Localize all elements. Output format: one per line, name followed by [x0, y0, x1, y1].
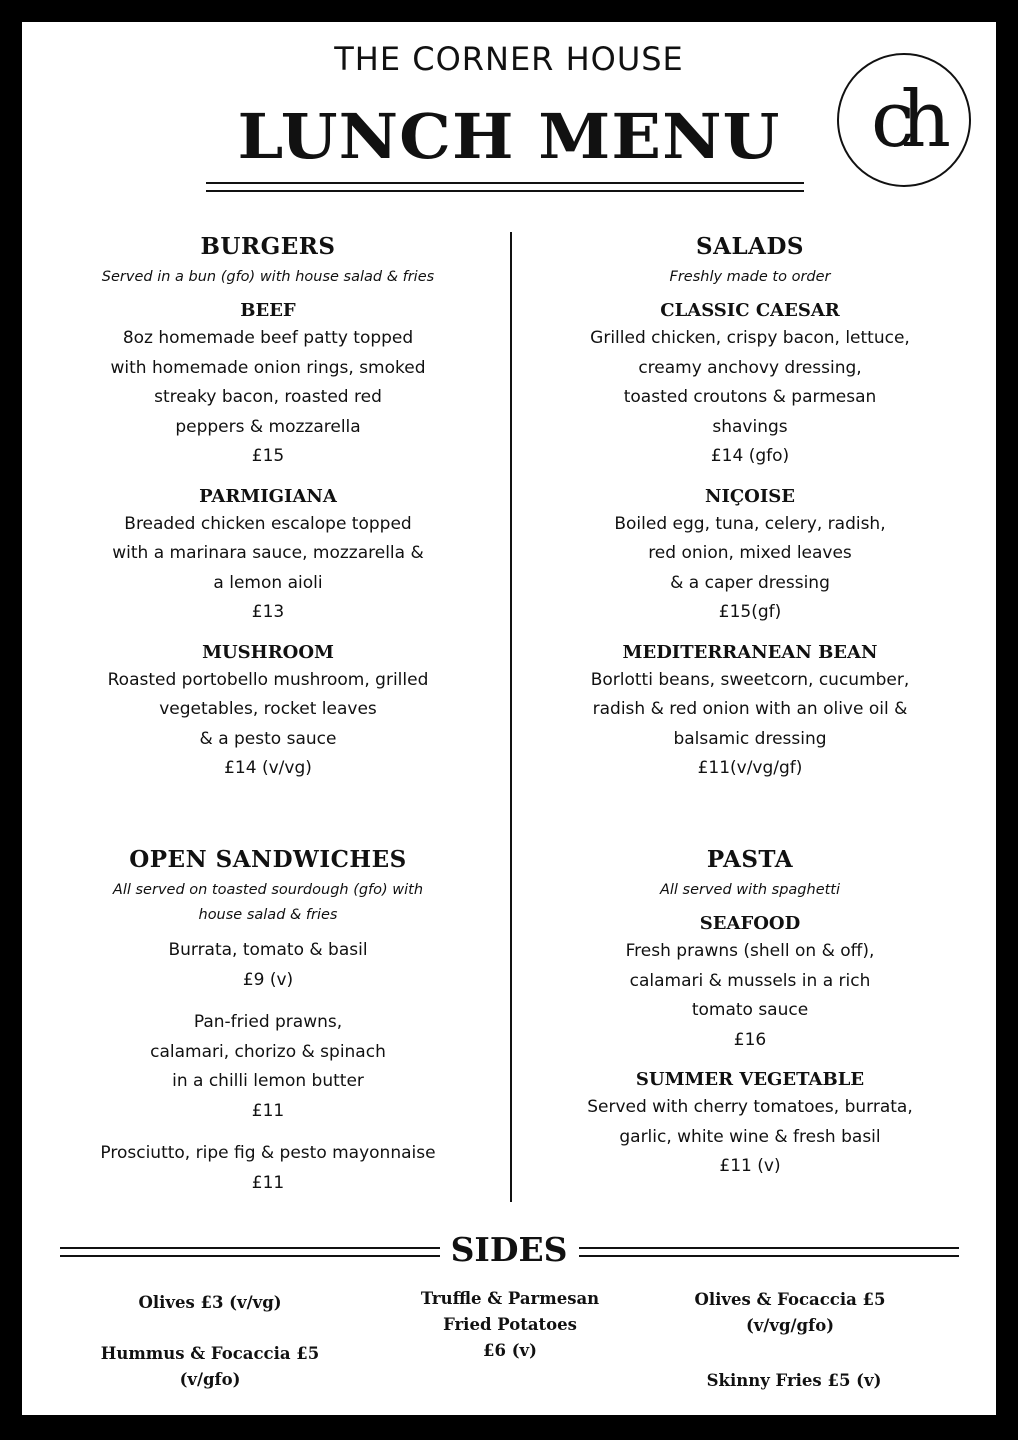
item-desc: Served with cherry tomatoes, burrata, — [587, 1097, 913, 1117]
item-desc: Grilled chicken, crispy bacon, lettuce, — [590, 328, 910, 348]
item-desc: a lemon aioli — [213, 572, 323, 593]
item-desc: radish & red onion with an olive oil & — [592, 699, 908, 719]
page-title: LUNCH MENU — [237, 100, 781, 173]
side-text: Olives & Focaccia £5 — [694, 1290, 886, 1309]
side-text: Olives £3 (v/vg) — [138, 1293, 282, 1312]
item-desc: Fresh prawns (shell on & off), — [625, 941, 875, 961]
item-desc: streaky bacon, roasted red — [154, 387, 382, 407]
item-name: PARMIGIANA — [199, 485, 337, 507]
item-desc: vegetables, rocket leaves — [159, 699, 377, 719]
section-title: PASTA — [706, 846, 794, 873]
item-desc: toasted croutons & parmesan — [623, 387, 877, 407]
menu-item — [562, 911, 938, 1055]
side-text: Fried Potatoes — [443, 1315, 577, 1334]
item-desc: in a chilli lemon butter — [172, 1071, 364, 1091]
item-desc: Pan-fried prawns, — [193, 1012, 343, 1032]
item-price: £9 (v) — [242, 969, 294, 990]
section-subtitle: Served in a bun (gfo) with house salad & fries — [101, 269, 435, 285]
title-rule-bottom — [206, 190, 804, 192]
item-name: BEEF — [240, 300, 296, 321]
item-desc: peppers & mozzarella — [175, 416, 361, 437]
salads-section — [562, 232, 938, 784]
item-desc: Roasted portobello mushroom, grilled — [107, 669, 429, 690]
side-text: Hummus & Focaccia £5 — [100, 1344, 320, 1363]
item-price: £16 — [733, 1029, 767, 1050]
section-subtitle: house salad & fries — [198, 907, 338, 923]
item-name: SUMMER VEGETABLE — [635, 1069, 865, 1090]
section-subtitle: Freshly made to order — [669, 269, 831, 285]
item-desc: Prosciutto, ripe fig & pesto mayonnaise — [100, 1143, 436, 1163]
item-price: £15 — [251, 446, 285, 466]
item-desc: Borlotti beans, sweetcorn, cucumber, — [590, 669, 910, 690]
side-text: (v/vg/gfo) — [745, 1316, 835, 1335]
side-item — [80, 1290, 340, 1316]
menu-item — [80, 1139, 456, 1198]
item-desc: with a marinara sauce, mozzarella & — [112, 543, 424, 563]
item-name: CLASSIC CAESAR — [660, 300, 840, 321]
item-price: £14 (gfo) — [710, 446, 790, 466]
item-price: £11(v/vg/gf) — [697, 758, 803, 778]
section-title: BURGERS — [200, 233, 336, 260]
section-subtitle: All served with spaghetti — [659, 882, 841, 898]
item-desc: shavings — [712, 416, 788, 437]
item-name: MUSHROOM — [202, 641, 334, 663]
item-desc: Boiled egg, tuna, celery, radish, — [614, 513, 886, 534]
item-price: £15(gf) — [718, 602, 782, 622]
item-desc: Breaded chicken escalope topped — [124, 513, 412, 534]
item-desc: 8oz homemade beef patty topped — [122, 328, 414, 348]
menu-item — [80, 936, 456, 995]
item-desc: creamy anchovy dressing, — [638, 357, 862, 378]
item-desc: red onion, mixed leaves — [648, 543, 852, 563]
menu-item — [562, 1067, 938, 1182]
menu-item — [80, 1008, 456, 1126]
section-title: OPEN SANDWICHES — [129, 846, 407, 873]
item-desc: Burrata, tomato & basil — [168, 940, 368, 960]
menu-item — [80, 484, 456, 628]
side-text: Truffle & Parmesan — [420, 1289, 600, 1308]
item-price: £14 (v/vg) — [224, 758, 312, 778]
item-price: £11 — [251, 1172, 285, 1193]
sandwiches-section — [80, 845, 456, 1198]
pasta-section — [562, 845, 938, 1182]
venue-name: THE CORNER HOUSE — [334, 40, 684, 78]
side-item — [380, 1286, 640, 1364]
menu-item — [562, 298, 938, 472]
side-item — [664, 1368, 924, 1394]
item-name: NIÇOISE — [704, 485, 796, 507]
section-subtitle: All served on toasted sourdough (gfo) with — [112, 882, 424, 898]
item-desc: garlic, white wine & fresh basil — [619, 1126, 881, 1147]
item-desc: & a pesto sauce — [199, 728, 337, 749]
menu-item — [562, 484, 938, 628]
item-price: £11 (v) — [719, 1156, 781, 1176]
item-desc: with homemade onion rings, smoked — [110, 357, 426, 378]
item-desc: balsamic dressing — [673, 728, 827, 749]
section-title: SALADS — [695, 233, 805, 260]
item-name: SEAFOOD — [699, 913, 801, 934]
burgers-section — [80, 232, 456, 784]
side-text: Skinny Fries £5 (v) — [706, 1371, 882, 1390]
item-price: £13 — [251, 602, 285, 622]
side-item — [80, 1341, 340, 1393]
side-text: (v/gfo) — [179, 1370, 241, 1389]
item-desc: & a caper dressing — [670, 572, 830, 593]
title-rule-top — [206, 182, 804, 184]
logo-icon: ch — [837, 53, 971, 187]
item-desc: calamari, chorizo & spinach — [150, 1041, 386, 1062]
sides-title: SIDES — [450, 1230, 568, 1269]
menu-item — [80, 640, 456, 784]
menu-item — [562, 640, 938, 784]
item-price: £11 — [251, 1100, 285, 1121]
item-name: MEDITERRANEAN BEAN — [622, 641, 878, 663]
side-text: £6 (v) — [483, 1341, 537, 1360]
side-item — [660, 1287, 920, 1339]
column-divider — [510, 232, 512, 1202]
item-desc: tomato sauce — [691, 1000, 809, 1020]
item-desc: calamari & mussels in a rich — [629, 970, 871, 991]
menu-item — [80, 298, 456, 472]
